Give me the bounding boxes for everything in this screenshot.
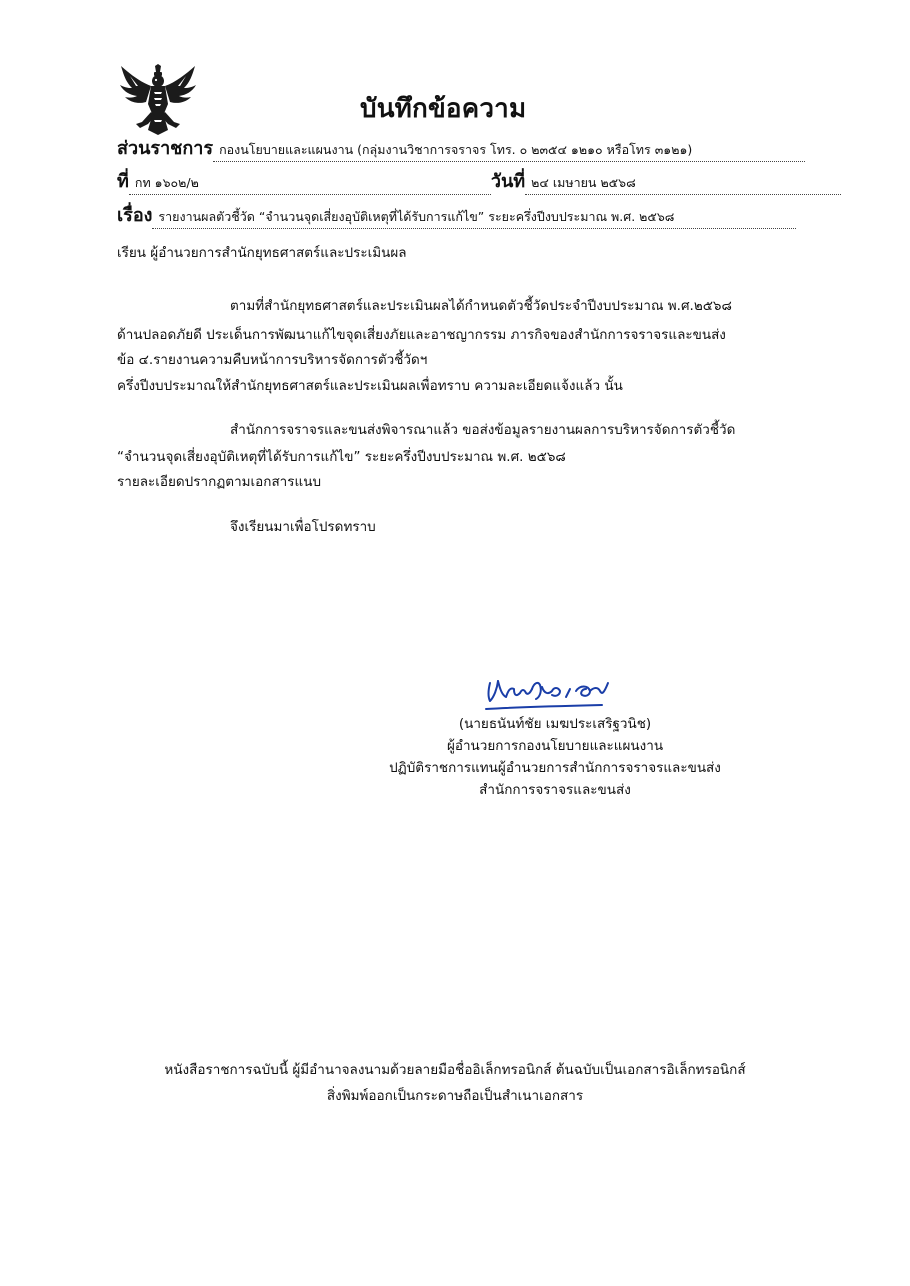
salutation: เรียน ผู้อำนวยการสำนักยุทธศาสตร์และประเมินผล: [117, 245, 407, 261]
signer-position: ผู้อำนวยการกองนโยบายและแผนงาน: [446, 738, 664, 754]
paragraph-2-line-1: สำนักการจราจรและขนส่งพิจารณาแล้ว ขอส่งข้อมูลรายงานผลการบริหารจัดการตัวชี้วัด: [230, 422, 736, 438]
subject-row: [117, 200, 796, 224]
handwritten-signature: [480, 667, 612, 715]
division-label: ส่วนราชการ: [117, 138, 214, 159]
division-row: [117, 133, 805, 157]
date-label: วันที่: [490, 171, 526, 192]
date-value: ๒๔ เมษายน ๒๕๖๘: [525, 173, 841, 195]
paragraph-1-line-1: ตามที่สำนักยุทธศาสตร์และประเมินผลได้กำหนดตัวชี้วัดประจำปีงบประมาณ พ.ศ.๒๕๖๘: [230, 298, 732, 314]
signer-office: สำนักการจราจรและขนส่ง: [479, 782, 631, 798]
garuda-emblem-icon: [118, 64, 198, 136]
reference-date-row: [117, 166, 841, 190]
reference-value: กท ๑๖๐๒/๒: [129, 173, 491, 195]
paragraph-1-line-2: ด้านปลอดภัยดี ประเด็นการพัฒนาแก้ไขจุดเสี่ยงภัยและอาชญากรรม ภารกิจของสำนักการจราจรและขนส่ง: [117, 327, 726, 343]
signer-name: (นายธนันท์ชัย เมฆประเสริฐวนิช): [458, 716, 652, 732]
subject-label: เรื่อง: [117, 205, 153, 226]
paragraph-2-line-3: รายละเอียดปรากฏตามเอกสารแนบ: [117, 474, 322, 490]
signature-block: [300, 713, 810, 801]
footer-notice-line-2: สิ่งพิมพ์ออกเป็นกระดาษถือเป็นสำเนาเอกสาร: [326, 1088, 584, 1104]
reference-label: ที่: [117, 171, 129, 192]
paragraph-1-line-3: ข้อ ๔.รายงานความคืบหน้าการบริหารจัดการตัวชี้วัดฯ: [117, 352, 428, 368]
paragraph-1-line-4: ครึ่งปีงบประมาณให้สำนักยุทธศาสตร์และประเมินผลเพื่อทราบ ความละเอียดแจ้งแล้ว นั้น: [117, 378, 623, 394]
paragraph-2-line-2: “จำนวนจุดเสี่ยงอุบัติเหตุที่ได้รับการแก้ไข” ระยะครึ่งปีงบประมาณ พ.ศ. ๒๕๖๘: [117, 449, 566, 465]
footer-notice-line-1: หนังสือราชการฉบับนี้ ผู้มีอำนาจลงนามด้วยลายมือชื่ออิเล็กทรอนิกส์ ต้นฉบับเป็นเอกสารอิเล็กทรอนิกส์: [164, 1062, 746, 1078]
signer-acting-position: ปฏิบัติราชการแทนผู้อำนวยการสำนักการจราจรและขนส่ง: [389, 760, 721, 776]
memo-title: บันทึกข้อความ: [360, 94, 527, 124]
division-value: กองนโยบายและแผนงาน (กลุ่มงานวิชาการจราจร โทร. ๐ ๒๓๕๔ ๑๒๑๐ หรือโทร ๓๑๒๑): [213, 140, 805, 162]
subject-value: รายงานผลตัวชี้วัด “จำนวนจุดเสี่ยงอุบัติเหตุที่ได้รับการแก้ไข” ระยะครึ่งปีงบประมาณ พ.ศ. ๒๕๖๘: [152, 207, 796, 229]
closing-line: จึงเรียนมาเพื่อโปรดทราบ: [230, 519, 376, 535]
